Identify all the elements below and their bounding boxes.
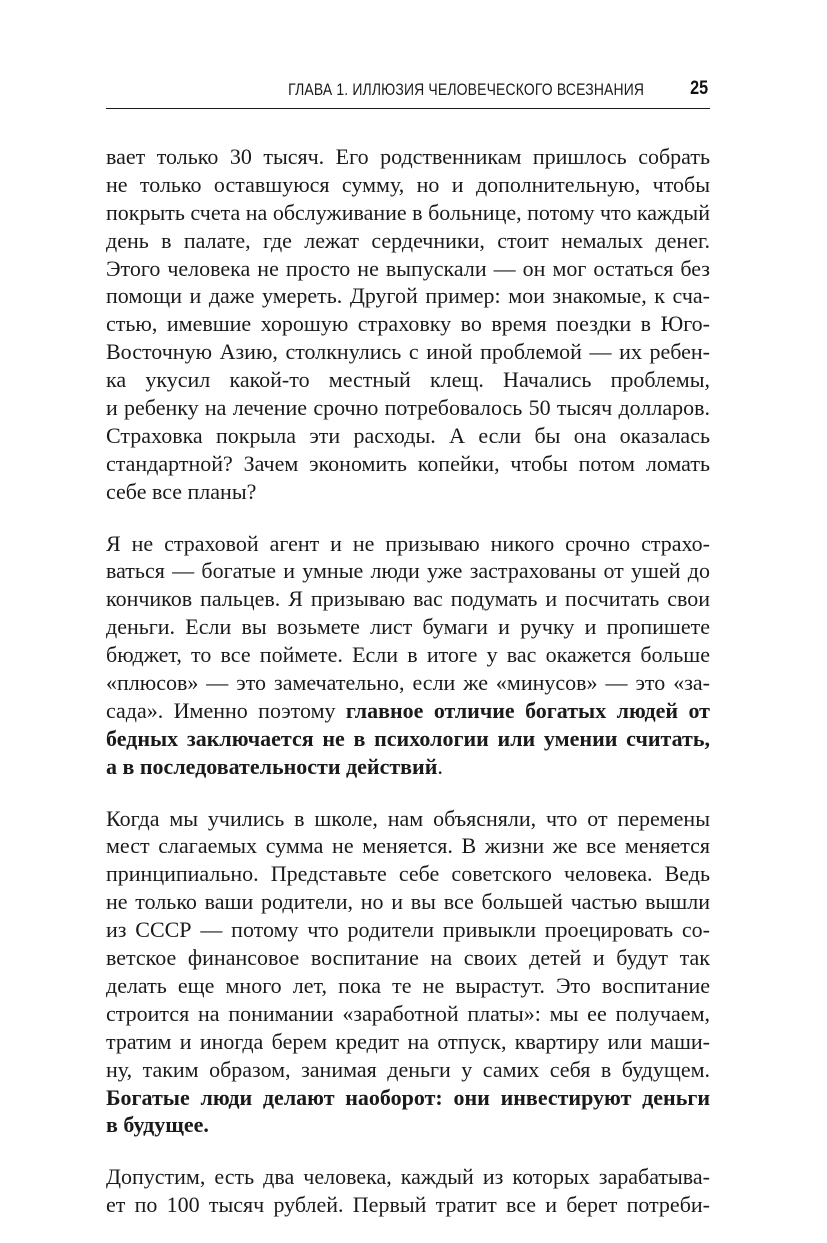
text-run: Когда мы учились в школе, нам объясняли, что от перемены [106,805,710,831]
text-run: Страховка покрыла эти расходы. А если бы она оказалась [106,422,710,448]
text-run: . [437,753,443,779]
text-run: бюджет, то все поймете. Если в итоге у вас окажется больше [106,642,710,668]
text-line [106,450,710,478]
text-line [106,972,710,1000]
text-line [106,171,710,199]
text-line [106,227,710,255]
text-run: кончиков пальцев. Я призываю вас подумать и посчитать свои [106,586,710,612]
text-run: Допустим, есть два человека, каждый из которых зарабатыва- [106,1164,710,1190]
text-line [106,530,710,558]
text-run: покрыть счета на обслуживание в больнице, потому что каждый [106,199,710,225]
text-run: Восточную Азию, столкнулись с иной проблемой — их ребен- [106,339,710,365]
header-rule [106,108,710,109]
text-run: день в палате, где лежат сердечники, стоит немалых денег. [106,227,710,253]
text-line [106,1084,710,1112]
text-line [106,753,710,781]
running-head [106,78,710,108]
text-line [106,669,710,697]
bold-text-run: в будущее. [106,1112,209,1138]
paragraph [106,805,710,1140]
text-line [106,338,710,366]
text-run: себе все планы? [106,478,257,504]
text-line [106,282,710,310]
text-line [106,1191,710,1219]
bold-text-run: бедных заключается не в психологии или умении считать, [106,725,710,751]
text-line [106,860,710,888]
text-run: строится на понимании «заработной платы»: мы ее получаем, [106,1000,710,1026]
text-run: Я не страховой агент и не призываю никого срочно страхо- [106,530,710,556]
text-run: и ребенку на лечение срочно потребовалось 50 тысяч долларов. [106,395,710,421]
text-line [106,613,710,641]
text-run: деньги. Если вы возьмете лист бумаги и ручку и пропишете [106,614,710,640]
text-line [106,1163,710,1191]
text-run: помощи и даже умереть. Другой пример: мои знакомые, к сча- [106,283,710,309]
paragraph [106,530,710,781]
text-line [106,916,710,944]
text-line [106,888,710,916]
text-line [106,310,710,338]
text-line [106,944,710,972]
text-line [106,557,710,585]
text-run: Этого человека не просто не выпускали — он мог остаться без [106,255,710,281]
body-text [106,143,710,1243]
bold-text-run: Богатые люди делают наоборот: они инвестируют деньги [106,1084,710,1110]
bold-text-run: главное отличие богатых людей от [345,697,710,723]
text-run: из СССР — потому что родители привыкли проецировать со- [106,917,710,943]
text-run: «плюсов» — это замечательно, если же «минусов» — это «за- [106,670,710,696]
chapter-running-title: ГЛАВА 1. ИЛЛЮЗИЯ ЧЕЛОВЕЧЕСКОГО ВСЕЗНАНИЯ [287,80,644,99]
text-run: ветское финансовое воспитание на своих детей и будут так [106,945,710,971]
text-line [106,1111,710,1139]
page-number: 25 [690,78,708,99]
text-line [106,366,710,394]
text-line [106,641,710,669]
text-run: ваться — богатые и умные люди уже застрахованы от ушей до [106,558,710,584]
text-run: ет по 100 тысяч рублей. Первый тратит все и берет потреби- [106,1192,710,1218]
text-line [106,697,710,725]
text-run: мест слагаемых сумма не меняется. В жизни же все меняется [106,833,710,859]
text-line [106,1028,710,1056]
text-line [106,394,710,422]
text-line [106,478,710,506]
text-run: делать еще много лет, пока те не вырастут. Это воспитание [106,972,710,998]
text-run: тратим и иногда берем кредит на отпуск, квартиру или маши- [106,1028,710,1054]
text-run: стандартной? Зачем экономить копейки, чтобы потом ломать [106,450,710,476]
text-run: не только оставшуюся сумму, но и дополнительную, чтобы [106,171,710,197]
text-run: вает только 30 тысяч. Его родственникам пришлось собрать [106,144,710,169]
text-line [106,255,710,283]
text-line [106,422,710,450]
paragraph [106,143,710,506]
text-line [106,585,710,613]
text-line [106,1056,710,1084]
text-line [106,1000,710,1028]
text-line [106,199,710,227]
text-run: ка укусил какой-то местный клещ. Начались проблемы, [106,367,710,393]
text-line [106,832,710,860]
text-line [106,805,710,833]
text-line [106,725,710,753]
text-run: принципиально. Представьте себе советского человека. Ведь [106,861,710,887]
text-run: сада». Именно поэтому [106,697,346,723]
bold-text-run: а в последовательности действий [106,753,438,779]
text-run: ну, таким образом, занимая деньги у самих себя в будущем. [106,1056,710,1082]
text-line [106,143,710,171]
text-run: не только ваши родители, но и вы все большей частью вышли [106,889,710,915]
text-run: стью, имевшие хорошую страховку во время поездки в Юго- [106,311,710,337]
